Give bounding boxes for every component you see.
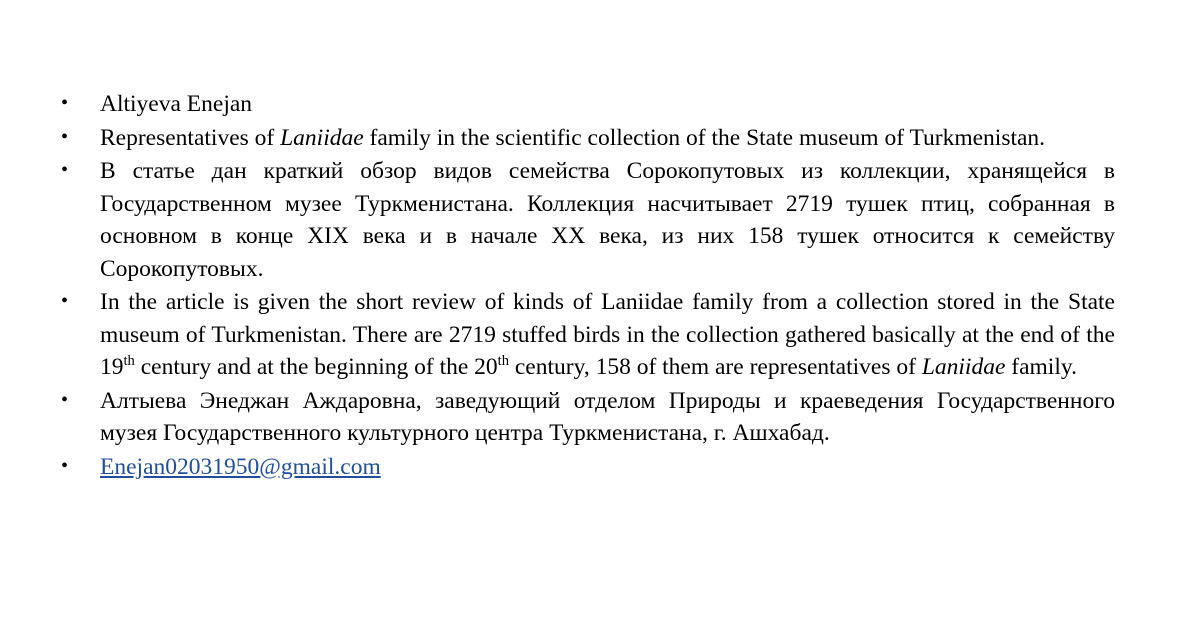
list-item-title-en <box>48 122 1115 155</box>
text-run: Representatives of <box>100 124 281 151</box>
bullet-list <box>48 88 1115 483</box>
email-link[interactable]: Enejan02031950@gmail.com <box>100 453 381 480</box>
text-run: century and at the beginning of the 20 <box>134 354 498 380</box>
text-run-italic: Laniidae <box>280 124 364 151</box>
text-run: family in the scientific collection of the State museum of Turkmenistan. <box>363 124 1046 151</box>
text-run: family. <box>1005 354 1077 380</box>
superscript-ordinal: th <box>123 353 135 370</box>
text-run: In the article is given the short review of kinds of Laniidae family from a collection stored in the State museum of Turkmenistan. There are 2719 stuffed birds in the collection gathered basically at the end of the 19 <box>100 289 1115 380</box>
text-run: Altiyeva Enejan <box>100 91 253 117</box>
text-run-italic: Laniidae <box>921 354 1006 380</box>
text-run: Алтыева Энеджан Аждаровна, заведующий отделом Природы и краеведения Государственного музея Государственного культурного центра Туркменистана, г. Ашхабад. <box>100 387 1115 446</box>
list-item-affiliation-ru <box>48 385 1115 450</box>
list-item-author-name-en <box>48 88 1115 121</box>
list-item-email <box>48 451 1115 484</box>
text-run: В статье дан краткий обзор видов семейства Сорокопутовых из коллекции, хранящейся в Государственном музее Туркменистана. Коллекция насчитывает 2719 тушек птиц, собранная в основном в конце XIX века и в начале XX века, из них 158 тушек относится к семейству Сорокопутовых. <box>100 158 1115 282</box>
superscript-ordinal: th <box>497 353 509 370</box>
text-run: century, 158 of them are representatives of <box>509 354 922 380</box>
list-item-abstract-ru <box>48 155 1115 285</box>
list-item-abstract-en <box>48 286 1115 384</box>
